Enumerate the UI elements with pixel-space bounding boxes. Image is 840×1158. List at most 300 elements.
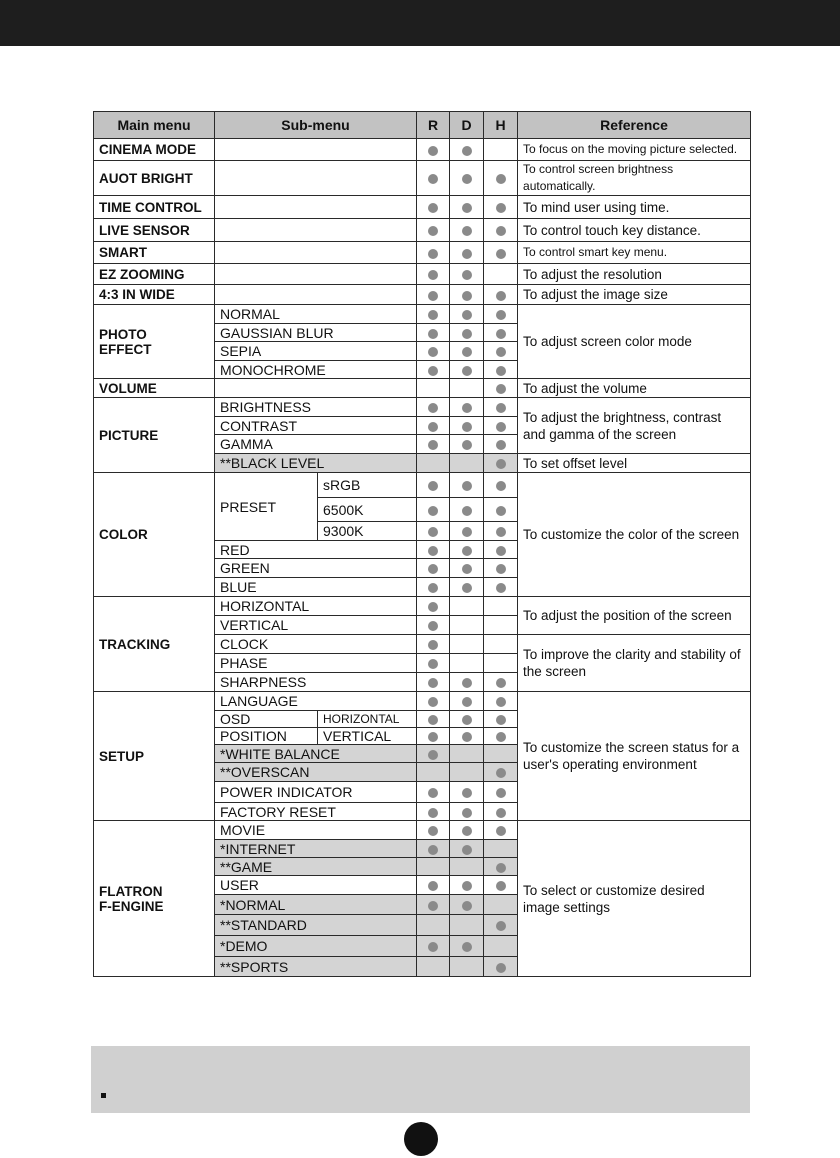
support-cell-r bbox=[417, 498, 450, 522]
sub-menu-cell: POWER INDICATOR bbox=[215, 782, 417, 803]
support-cell-r bbox=[417, 745, 450, 763]
support-cell-d bbox=[450, 522, 484, 541]
support-cell-d bbox=[450, 379, 484, 398]
support-cell-d bbox=[450, 654, 484, 673]
support-cell-h bbox=[484, 139, 518, 161]
sub-menu-cell: MONOCHROME bbox=[215, 361, 417, 379]
support-dot-icon bbox=[462, 697, 472, 707]
sub-menu-cell: BLUE bbox=[215, 578, 417, 597]
main-menu-cell: CINEMA MODE bbox=[94, 139, 215, 161]
table-row bbox=[94, 379, 751, 398]
support-dot-icon bbox=[428, 310, 438, 320]
support-dot-icon bbox=[496, 583, 506, 593]
sub-menu-cell: OSD bbox=[215, 711, 318, 728]
support-cell-r bbox=[417, 782, 450, 803]
support-cell-r bbox=[417, 728, 450, 745]
sub-menu-option-cell: sRGB bbox=[318, 473, 417, 498]
support-dot-icon bbox=[428, 732, 438, 742]
support-cell-d bbox=[450, 858, 484, 876]
support-cell-h bbox=[484, 821, 518, 840]
support-cell-h bbox=[484, 895, 518, 915]
support-dot-icon bbox=[428, 901, 438, 911]
support-dot-icon bbox=[428, 640, 438, 650]
support-cell-h bbox=[484, 635, 518, 654]
table-row bbox=[94, 161, 751, 196]
support-cell-h bbox=[484, 435, 518, 454]
header-d: D bbox=[450, 112, 484, 139]
support-dot-icon bbox=[428, 403, 438, 413]
support-dot-icon bbox=[496, 527, 506, 537]
support-cell-d bbox=[450, 559, 484, 578]
table-row bbox=[94, 285, 751, 305]
support-cell-d bbox=[450, 728, 484, 745]
support-cell-h bbox=[484, 654, 518, 673]
sub-menu-cell: PRESET bbox=[215, 473, 318, 541]
sub-menu-cell: **OVERSCAN bbox=[215, 763, 417, 782]
sub-menu-cell: **BLACK LEVEL bbox=[215, 454, 417, 473]
page-number-badge bbox=[404, 1122, 438, 1156]
support-cell-h bbox=[484, 936, 518, 957]
support-dot-icon bbox=[428, 366, 438, 376]
support-cell-h bbox=[484, 161, 518, 196]
support-dot-icon bbox=[462, 481, 472, 491]
support-cell-r bbox=[417, 654, 450, 673]
support-dot-icon bbox=[428, 808, 438, 818]
support-dot-icon bbox=[462, 226, 472, 236]
support-cell-d bbox=[450, 745, 484, 763]
sub-menu-option-cell: VERTICAL bbox=[318, 728, 417, 745]
support-dot-icon bbox=[428, 203, 438, 213]
support-dot-icon bbox=[462, 808, 472, 818]
sub-menu-cell bbox=[215, 242, 417, 264]
support-cell-d bbox=[450, 673, 484, 692]
support-cell-r bbox=[417, 242, 450, 264]
support-cell-h bbox=[484, 473, 518, 498]
support-dot-icon bbox=[462, 203, 472, 213]
support-cell-r bbox=[417, 957, 450, 977]
support-dot-icon bbox=[496, 697, 506, 707]
support-dot-icon bbox=[428, 583, 438, 593]
table-row bbox=[94, 139, 751, 161]
support-cell-h bbox=[484, 711, 518, 728]
support-cell-d bbox=[450, 840, 484, 858]
support-cell-d bbox=[450, 957, 484, 977]
sub-menu-cell: BRIGHTNESS bbox=[215, 398, 417, 417]
bullet-icon bbox=[101, 1093, 106, 1098]
support-cell-d bbox=[450, 161, 484, 196]
support-cell-h bbox=[484, 541, 518, 559]
reference-cell: To adjust the brightness, contrast and gamma of the screen bbox=[518, 398, 751, 454]
support-dot-icon bbox=[462, 881, 472, 891]
support-cell-h bbox=[484, 763, 518, 782]
support-dot-icon bbox=[496, 963, 506, 973]
support-cell-r bbox=[417, 379, 450, 398]
sub-menu-cell: LANGUAGE bbox=[215, 692, 417, 711]
main-menu-cell: VOLUME bbox=[94, 379, 215, 398]
reference-cell: To select or customize desired image settings bbox=[518, 821, 751, 977]
support-cell-d bbox=[450, 895, 484, 915]
table-row bbox=[94, 597, 751, 616]
support-dot-icon bbox=[462, 583, 472, 593]
table-row bbox=[94, 242, 751, 264]
support-cell-h bbox=[484, 324, 518, 342]
support-cell-r bbox=[417, 435, 450, 454]
support-cell-h bbox=[484, 578, 518, 597]
main-menu-cell: AUOT BRIGHT bbox=[94, 161, 215, 196]
support-cell-d bbox=[450, 597, 484, 616]
support-cell-h bbox=[484, 692, 518, 711]
support-dot-icon bbox=[428, 621, 438, 631]
support-dot-icon bbox=[428, 659, 438, 669]
support-dot-icon bbox=[496, 440, 506, 450]
reference-cell: To customize the screen status for a user's operating environment bbox=[518, 692, 751, 821]
support-cell-h bbox=[484, 745, 518, 763]
support-cell-r bbox=[417, 763, 450, 782]
support-dot-icon bbox=[428, 347, 438, 357]
sub-menu-cell: CLOCK bbox=[215, 635, 417, 654]
support-cell-r bbox=[417, 342, 450, 361]
support-cell-d bbox=[450, 196, 484, 219]
support-cell-d bbox=[450, 541, 484, 559]
reference-cell: To improve the clarity and stability of the screen bbox=[518, 635, 751, 692]
support-dot-icon bbox=[462, 678, 472, 688]
reference-cell: To adjust the volume bbox=[518, 379, 751, 398]
sub-menu-cell bbox=[215, 264, 417, 285]
main-menu-cell: SETUP bbox=[94, 692, 215, 821]
support-cell-r bbox=[417, 821, 450, 840]
support-cell-h bbox=[484, 559, 518, 578]
main-menu-cell: COLOR bbox=[94, 473, 215, 597]
support-cell-d bbox=[450, 285, 484, 305]
support-dot-icon bbox=[428, 249, 438, 259]
support-dot-icon bbox=[428, 440, 438, 450]
support-cell-r bbox=[417, 895, 450, 915]
support-dot-icon bbox=[496, 881, 506, 891]
sub-menu-cell: SEPIA bbox=[215, 342, 417, 361]
support-dot-icon bbox=[462, 527, 472, 537]
header-main-menu: Main menu bbox=[94, 112, 215, 139]
reference-cell: To mind user using time. bbox=[518, 196, 751, 219]
main-menu-cell: TIME CONTROL bbox=[94, 196, 215, 219]
support-cell-r bbox=[417, 858, 450, 876]
support-cell-r bbox=[417, 161, 450, 196]
sub-menu-cell: CONTRAST bbox=[215, 417, 417, 435]
sub-menu-cell bbox=[215, 139, 417, 161]
sub-menu-cell bbox=[215, 196, 417, 219]
header-sub-menu: Sub-menu bbox=[215, 112, 417, 139]
support-cell-d bbox=[450, 242, 484, 264]
support-dot-icon bbox=[496, 921, 506, 931]
support-cell-r bbox=[417, 915, 450, 936]
support-cell-h bbox=[484, 957, 518, 977]
support-dot-icon bbox=[496, 226, 506, 236]
support-cell-h bbox=[484, 782, 518, 803]
support-cell-d bbox=[450, 692, 484, 711]
support-cell-h bbox=[484, 361, 518, 379]
table-row bbox=[94, 264, 751, 285]
support-dot-icon bbox=[462, 174, 472, 184]
support-cell-r bbox=[417, 361, 450, 379]
header-r: R bbox=[417, 112, 450, 139]
support-cell-r bbox=[417, 417, 450, 435]
support-dot-icon bbox=[428, 715, 438, 725]
main-menu-cell: TRACKING bbox=[94, 597, 215, 692]
support-cell-r bbox=[417, 454, 450, 473]
support-dot-icon bbox=[462, 422, 472, 432]
support-dot-icon bbox=[496, 715, 506, 725]
support-dot-icon bbox=[462, 546, 472, 556]
support-cell-d bbox=[450, 635, 484, 654]
support-dot-icon bbox=[462, 788, 472, 798]
sub-menu-cell: **GAME bbox=[215, 858, 417, 876]
table-row bbox=[94, 196, 751, 219]
sub-menu-cell: *WHITE BALANCE bbox=[215, 745, 417, 763]
support-cell-r bbox=[417, 324, 450, 342]
support-cell-r bbox=[417, 219, 450, 242]
support-cell-d bbox=[450, 454, 484, 473]
sub-menu-cell bbox=[215, 219, 417, 242]
sub-menu-cell bbox=[215, 285, 417, 305]
support-dot-icon bbox=[496, 403, 506, 413]
support-cell-r bbox=[417, 139, 450, 161]
main-menu-cell: LIVE SENSOR bbox=[94, 219, 215, 242]
sub-menu-cell: GAMMA bbox=[215, 435, 417, 454]
support-dot-icon bbox=[462, 942, 472, 952]
top-banner bbox=[0, 0, 840, 46]
osd-menu-table bbox=[93, 111, 751, 977]
sub-menu-cell: **STANDARD bbox=[215, 915, 417, 936]
support-dot-icon bbox=[496, 732, 506, 742]
support-cell-d bbox=[450, 219, 484, 242]
support-cell-d bbox=[450, 803, 484, 821]
support-dot-icon bbox=[496, 459, 506, 469]
sub-menu-cell: VERTICAL bbox=[215, 616, 417, 635]
support-cell-r bbox=[417, 936, 450, 957]
main-menu-cell: PHOTO EFFECT bbox=[94, 305, 215, 379]
main-menu-cell: 4:3 IN WIDE bbox=[94, 285, 215, 305]
support-cell-d bbox=[450, 342, 484, 361]
support-dot-icon bbox=[462, 347, 472, 357]
support-dot-icon bbox=[462, 310, 472, 320]
support-cell-h bbox=[484, 616, 518, 635]
support-dot-icon bbox=[428, 546, 438, 556]
support-cell-h bbox=[484, 498, 518, 522]
support-cell-r bbox=[417, 876, 450, 895]
table-row bbox=[94, 821, 751, 840]
support-dot-icon bbox=[496, 329, 506, 339]
sub-menu-option-cell: 6500K bbox=[318, 498, 417, 522]
support-cell-r bbox=[417, 305, 450, 324]
support-dot-icon bbox=[462, 329, 472, 339]
table-row bbox=[94, 692, 751, 711]
support-cell-h bbox=[484, 398, 518, 417]
support-cell-d bbox=[450, 936, 484, 957]
support-cell-h bbox=[484, 417, 518, 435]
support-dot-icon bbox=[462, 146, 472, 156]
support-dot-icon bbox=[496, 174, 506, 184]
support-dot-icon bbox=[462, 366, 472, 376]
support-dot-icon bbox=[428, 422, 438, 432]
support-cell-r bbox=[417, 541, 450, 559]
support-dot-icon bbox=[496, 506, 506, 516]
support-dot-icon bbox=[496, 249, 506, 259]
support-dot-icon bbox=[428, 788, 438, 798]
support-cell-d bbox=[450, 821, 484, 840]
support-dot-icon bbox=[496, 384, 506, 394]
support-cell-r bbox=[417, 196, 450, 219]
support-cell-h bbox=[484, 242, 518, 264]
support-cell-h bbox=[484, 840, 518, 858]
support-cell-r bbox=[417, 711, 450, 728]
sub-menu-cell: *INTERNET bbox=[215, 840, 417, 858]
sub-menu-cell: NORMAL bbox=[215, 305, 417, 324]
sub-menu-cell: PHASE bbox=[215, 654, 417, 673]
support-dot-icon bbox=[428, 697, 438, 707]
support-cell-h bbox=[484, 196, 518, 219]
support-dot-icon bbox=[496, 347, 506, 357]
reference-cell: To adjust the image size bbox=[518, 285, 751, 305]
support-cell-h bbox=[484, 876, 518, 895]
support-cell-d bbox=[450, 324, 484, 342]
support-cell-r bbox=[417, 473, 450, 498]
support-cell-d bbox=[450, 763, 484, 782]
support-dot-icon bbox=[428, 481, 438, 491]
support-cell-r bbox=[417, 398, 450, 417]
support-dot-icon bbox=[428, 174, 438, 184]
support-cell-d bbox=[450, 782, 484, 803]
support-cell-d bbox=[450, 876, 484, 895]
support-cell-d bbox=[450, 498, 484, 522]
reference-cell: To adjust the position of the screen bbox=[518, 597, 751, 635]
reference-cell: To focus on the moving picture selected. bbox=[518, 139, 751, 161]
support-dot-icon bbox=[462, 732, 472, 742]
support-dot-icon bbox=[462, 715, 472, 725]
support-dot-icon bbox=[428, 270, 438, 280]
support-dot-icon bbox=[462, 403, 472, 413]
support-cell-h bbox=[484, 522, 518, 541]
support-cell-d bbox=[450, 417, 484, 435]
support-dot-icon bbox=[462, 564, 472, 574]
header-reference: Reference bbox=[518, 112, 751, 139]
support-dot-icon bbox=[428, 678, 438, 688]
support-dot-icon bbox=[496, 678, 506, 688]
support-dot-icon bbox=[462, 826, 472, 836]
sub-menu-cell: MOVIE bbox=[215, 821, 417, 840]
sub-menu-cell bbox=[215, 161, 417, 196]
sub-menu-cell: USER bbox=[215, 876, 417, 895]
reference-cell: To control smart key menu. bbox=[518, 242, 751, 264]
support-dot-icon bbox=[462, 845, 472, 855]
support-cell-h bbox=[484, 597, 518, 616]
sub-menu-cell: SHARPNESS bbox=[215, 673, 417, 692]
support-cell-r bbox=[417, 559, 450, 578]
support-dot-icon bbox=[428, 329, 438, 339]
support-cell-r bbox=[417, 522, 450, 541]
support-cell-d bbox=[450, 711, 484, 728]
support-cell-d bbox=[450, 915, 484, 936]
support-dot-icon bbox=[428, 845, 438, 855]
support-cell-h bbox=[484, 728, 518, 745]
support-cell-h bbox=[484, 454, 518, 473]
support-cell-d bbox=[450, 305, 484, 324]
table-row bbox=[94, 305, 751, 324]
support-cell-r bbox=[417, 803, 450, 821]
support-dot-icon bbox=[496, 564, 506, 574]
reference-cell: To customize the color of the screen bbox=[518, 473, 751, 597]
support-dot-icon bbox=[428, 826, 438, 836]
support-cell-h bbox=[484, 673, 518, 692]
support-cell-d bbox=[450, 361, 484, 379]
support-dot-icon bbox=[462, 901, 472, 911]
support-dot-icon bbox=[462, 506, 472, 516]
support-cell-h bbox=[484, 305, 518, 324]
support-dot-icon bbox=[496, 203, 506, 213]
support-cell-h bbox=[484, 915, 518, 936]
support-cell-h bbox=[484, 379, 518, 398]
sub-menu-cell: GAUSSIAN BLUR bbox=[215, 324, 417, 342]
support-cell-r bbox=[417, 616, 450, 635]
support-dot-icon bbox=[428, 881, 438, 891]
support-dot-icon bbox=[428, 750, 438, 760]
support-cell-d bbox=[450, 473, 484, 498]
sub-menu-cell: POSITION bbox=[215, 728, 318, 745]
support-cell-h bbox=[484, 264, 518, 285]
reference-cell: To control touch key distance. bbox=[518, 219, 751, 242]
support-dot-icon bbox=[496, 808, 506, 818]
support-dot-icon bbox=[462, 249, 472, 259]
support-dot-icon bbox=[428, 291, 438, 301]
reference-cell: To adjust the resolution bbox=[518, 264, 751, 285]
support-cell-d bbox=[450, 616, 484, 635]
support-dot-icon bbox=[428, 564, 438, 574]
support-cell-r bbox=[417, 692, 450, 711]
support-dot-icon bbox=[428, 506, 438, 516]
support-dot-icon bbox=[462, 291, 472, 301]
support-cell-r bbox=[417, 264, 450, 285]
support-cell-r bbox=[417, 285, 450, 305]
support-cell-r bbox=[417, 673, 450, 692]
support-cell-h bbox=[484, 803, 518, 821]
sub-menu-option-cell: HORIZONTAL bbox=[318, 711, 417, 728]
note-box bbox=[91, 1046, 750, 1113]
support-dot-icon bbox=[496, 546, 506, 556]
table-row bbox=[94, 398, 751, 417]
support-dot-icon bbox=[428, 146, 438, 156]
support-dot-icon bbox=[428, 942, 438, 952]
sub-menu-cell: *NORMAL bbox=[215, 895, 417, 915]
sub-menu-cell: *DEMO bbox=[215, 936, 417, 957]
support-dot-icon bbox=[428, 602, 438, 612]
support-cell-r bbox=[417, 840, 450, 858]
reference-cell: To control screen brightness automatically. bbox=[518, 161, 751, 196]
support-dot-icon bbox=[496, 422, 506, 432]
sub-menu-cell: GREEN bbox=[215, 559, 417, 578]
support-cell-d bbox=[450, 398, 484, 417]
support-dot-icon bbox=[462, 440, 472, 450]
sub-menu-option-cell: 9300K bbox=[318, 522, 417, 541]
support-dot-icon bbox=[462, 270, 472, 280]
support-cell-h bbox=[484, 219, 518, 242]
main-menu-cell: FLATRON F-ENGINE bbox=[94, 821, 215, 977]
support-dot-icon bbox=[496, 826, 506, 836]
header-h: H bbox=[484, 112, 518, 139]
support-dot-icon bbox=[496, 481, 506, 491]
support-cell-d bbox=[450, 435, 484, 454]
support-dot-icon bbox=[496, 788, 506, 798]
support-dot-icon bbox=[496, 768, 506, 778]
sub-menu-cell: **SPORTS bbox=[215, 957, 417, 977]
support-dot-icon bbox=[496, 291, 506, 301]
